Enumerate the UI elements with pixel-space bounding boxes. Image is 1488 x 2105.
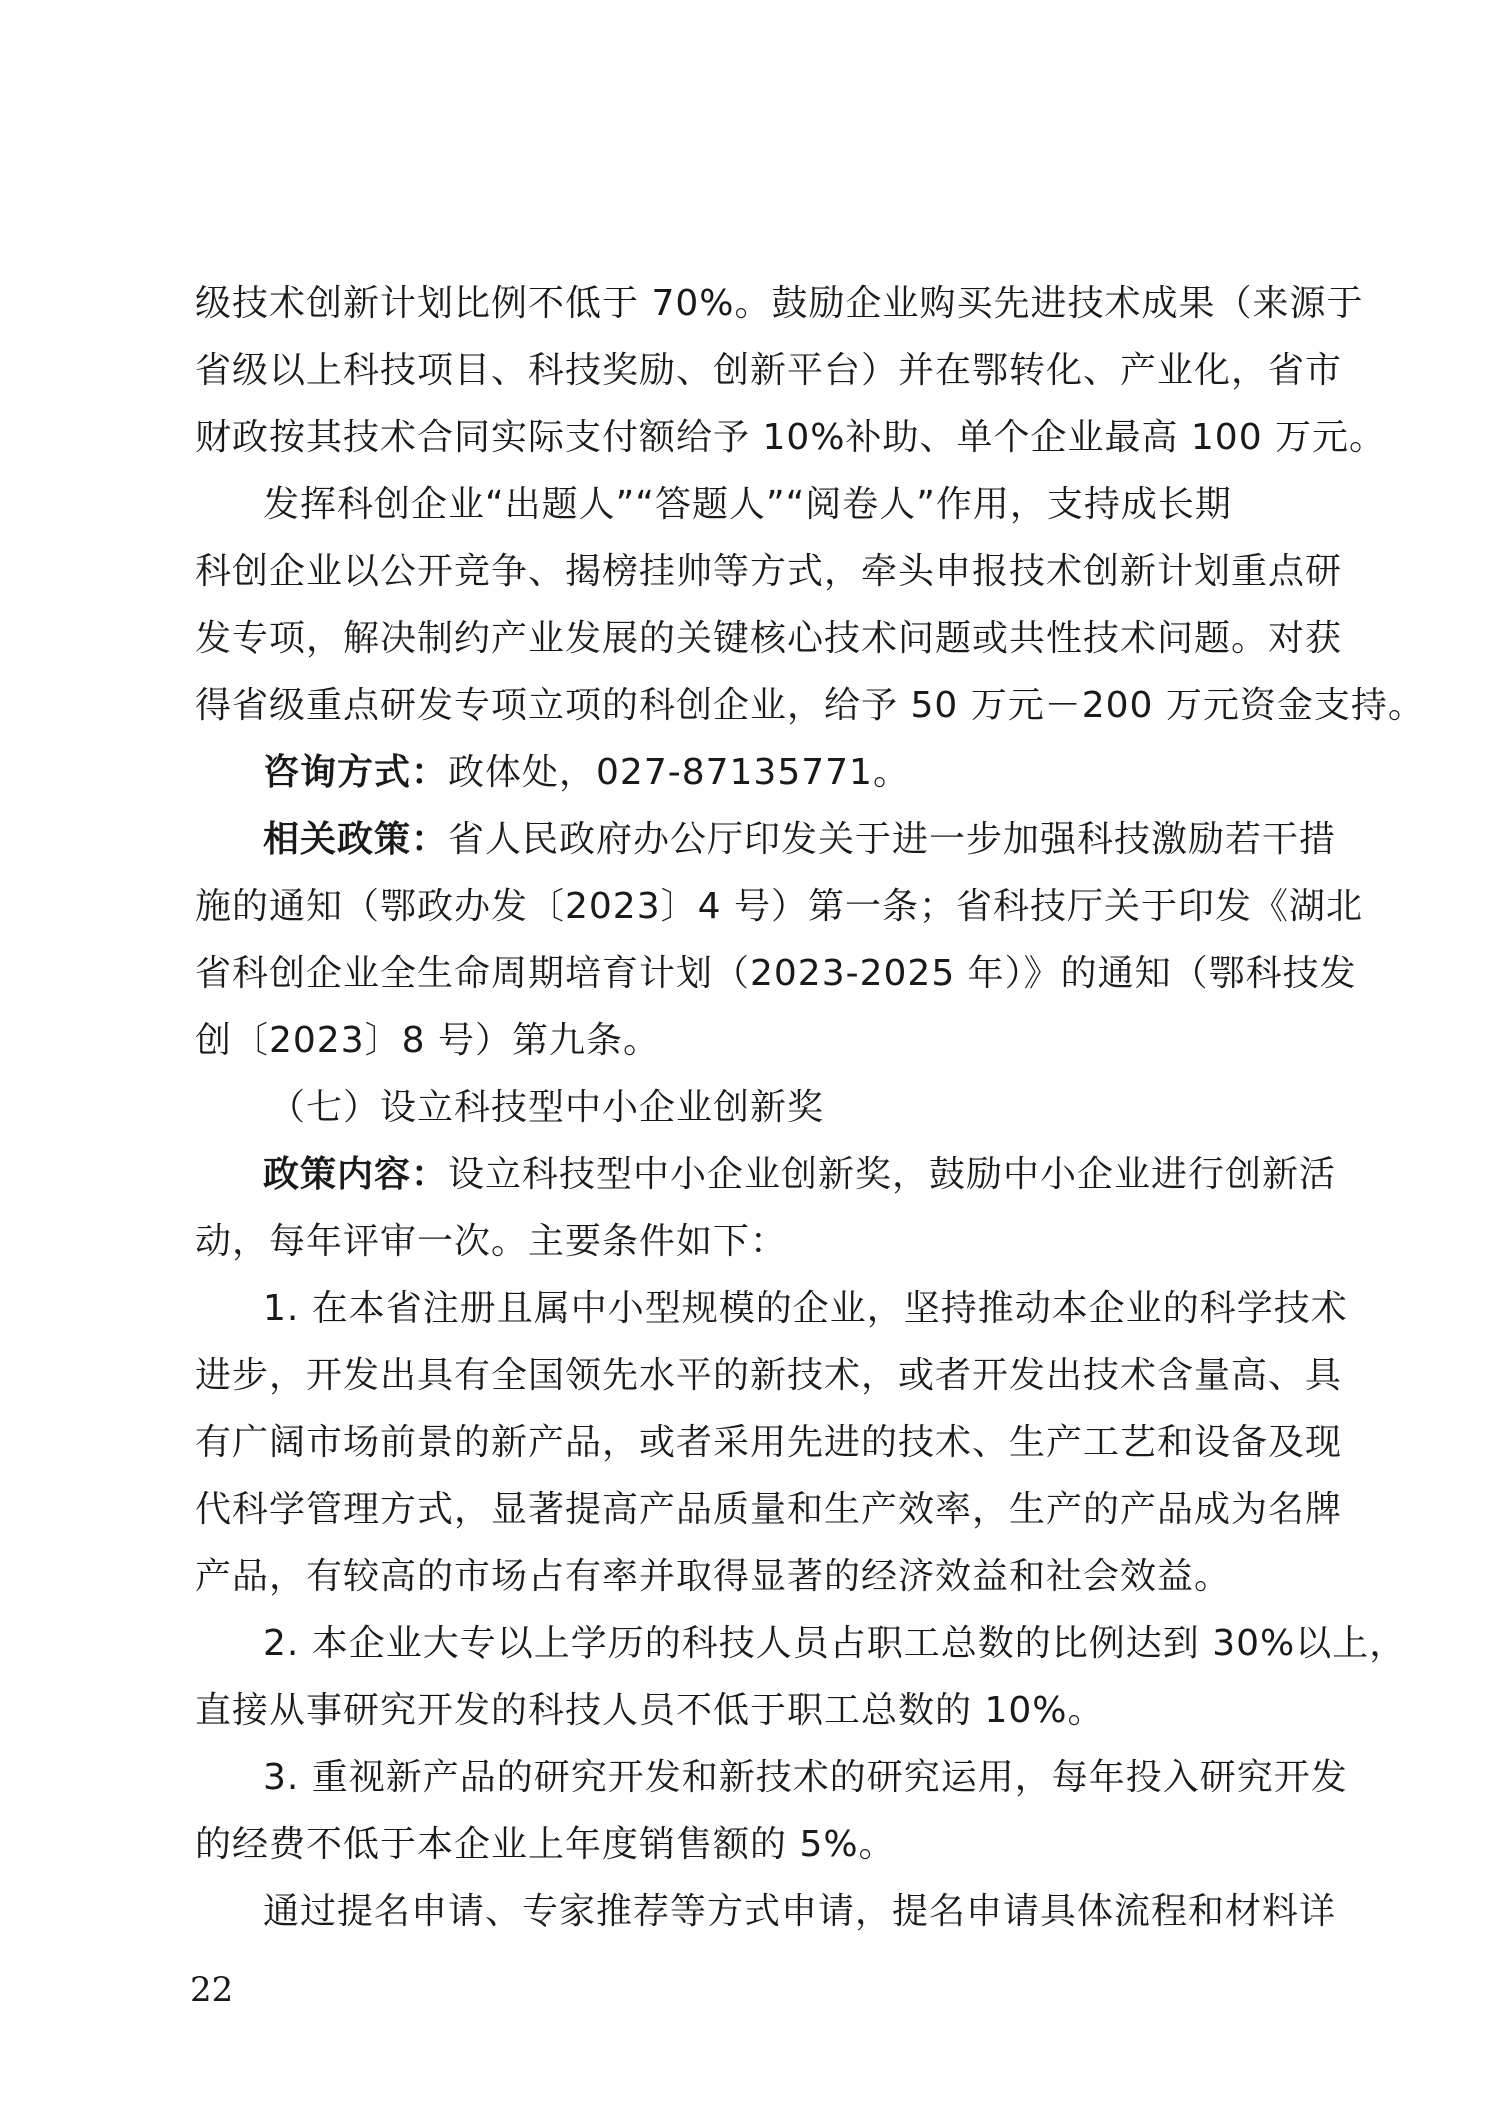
text-line: 代科学管理方式，显著提高产品质量和生产效率，生产的产品成为名牌	[195, 1489, 1343, 1530]
text-line: 通过提名申请、专家推荐等方式申请，提名申请具体流程和材料详	[263, 1891, 1337, 1932]
text-line: 发专项，解决制约产业发展的关键核心技术问题或共性技术问题。对获	[195, 618, 1343, 659]
page-body	[195, 270, 1425, 1945]
policy-text: 省人民政府办公厅印发关于进一步加强科技激励若干措	[448, 819, 1337, 860]
text-line: 省科创企业全生命周期培育计划（2023-2025 年）》的通知（鄂科技发	[195, 953, 1357, 994]
content-label: 政策内容：	[263, 1154, 449, 1195]
text-line: 的经费不低于本企业上年度销售额的 5%。	[195, 1824, 896, 1865]
policy-label: 相关政策：	[263, 819, 449, 860]
text-line: 有广阔市场前景的新产品，或者采用先进的技术、生产工艺和设备及现	[195, 1422, 1343, 1463]
text-line: 省级以上科技项目、科技奖励、创新平台）并在鄂转化、产业化，省市	[195, 350, 1343, 391]
text-line: 得省级重点研发专项立项的科创企业，给予 50 万元－200 万元资金支持。	[195, 685, 1425, 726]
text-line: 财政按其技术合同实际支付额给予 10%补助、单个企业最高 100 万元。	[195, 417, 1387, 458]
section-heading: （七）设立科技型中小企业创新奖	[269, 1087, 825, 1128]
content-line	[195, 1141, 1337, 1208]
text-line: 动，每年评审一次。主要条件如下：	[195, 1221, 788, 1262]
text-line: 进步，开发出具有全国领先水平的新技术，或者开发出技术含量高、具	[195, 1355, 1343, 1396]
text-line: 科创企业以公开竞争、揭榜挂帅等方式，牵头申报技术创新计划重点研	[195, 551, 1343, 592]
text-line: 创〔2023〕8 号）第九条。	[195, 1020, 660, 1061]
consult-line	[195, 739, 1295, 806]
policy-line	[195, 806, 1337, 873]
text-line: 施的通知（鄂政办发〔2023〕4 号）第一条；省科技厅关于印发《湖北	[195, 886, 1363, 927]
text-line: 产品，有较高的市场占有率并取得显著的经济效益和社会效益。	[195, 1556, 1232, 1597]
list-item: 1. 在本省注册且属中小型规模的企业，坚持推动本企业的科学技术	[263, 1288, 1348, 1329]
consult-label: 咨询方式：	[263, 752, 449, 793]
text-line: 级技术创新计划比例不低于 70%。鼓励企业购买先进技术成果（来源于	[195, 283, 1364, 324]
text-line: 发挥科创企业“出题人”“答题人”“阅卷人”作用，支持成长期	[263, 484, 1232, 525]
text-line: 直接从事研究开发的科技人员不低于职工总数的 10%。	[195, 1690, 1105, 1731]
list-item: 3. 重视新产品的研究开发和新技术的研究运用，每年投入研究开发	[263, 1757, 1348, 1798]
page-number: 22	[190, 1970, 234, 2010]
list-item: 2. 本企业大专以上学历的科技人员占职工总数的比例达到 30%以上，	[263, 1623, 1407, 1664]
consult-text: 政体处，027-87135771。	[448, 752, 910, 793]
content-text: 设立科技型中小企业创新奖，鼓励中小企业进行创新活	[448, 1154, 1337, 1195]
